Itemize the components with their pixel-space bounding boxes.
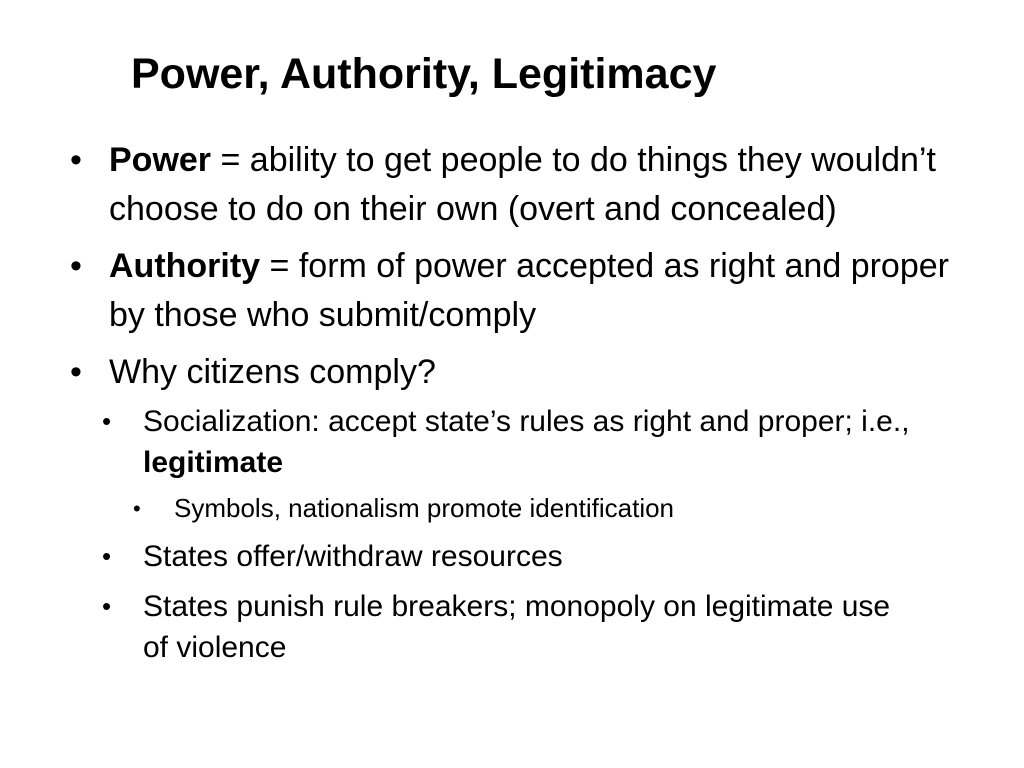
sub-bullet-punish xyxy=(0,586,1024,668)
punish-text: States punish rule breakers; monopoly on legitimate use of violence xyxy=(143,590,891,664)
bullet-list xyxy=(0,136,1024,677)
bullet-item-why-comply xyxy=(0,348,1024,397)
bullet-dot-icon: • xyxy=(102,406,112,436)
bullet-dot-icon: • xyxy=(102,591,112,621)
sub-bullet-resources xyxy=(0,536,1024,577)
bullet-dot-icon: • xyxy=(102,541,112,571)
sub-sub-bullet-symbols xyxy=(0,492,1024,525)
slide-title: Power, Authority, Legitimacy xyxy=(131,50,717,98)
bullet-dot-icon: • xyxy=(133,496,141,521)
question-why-comply: Why citizens comply? xyxy=(109,353,436,391)
bullet-dot-icon: • xyxy=(70,247,82,285)
resources-text: States offer/withdraw resources xyxy=(143,540,563,573)
definition-power: = ability to get people to do things they wouldn’t choose to do on their own (overt and concealed) xyxy=(109,141,936,228)
bullet-item-power xyxy=(0,136,1024,234)
definition-authority: = form of power accepted as right and proper by those who submit/comply xyxy=(109,247,949,334)
bullet-item-authority xyxy=(0,242,1024,340)
sub-bullet-socialization xyxy=(0,401,1024,483)
bullet-dot-icon: • xyxy=(70,353,82,391)
bullet-dot-icon: • xyxy=(70,141,82,179)
term-power: Power xyxy=(109,141,212,179)
term-legitimate: legitimate xyxy=(143,446,284,479)
socialization-text: Socialization: accept state’s rules as right and proper; i.e., xyxy=(143,405,910,438)
symbols-text: Symbols, nationalism promote identification xyxy=(174,493,675,523)
term-authority: Authority xyxy=(109,247,261,285)
